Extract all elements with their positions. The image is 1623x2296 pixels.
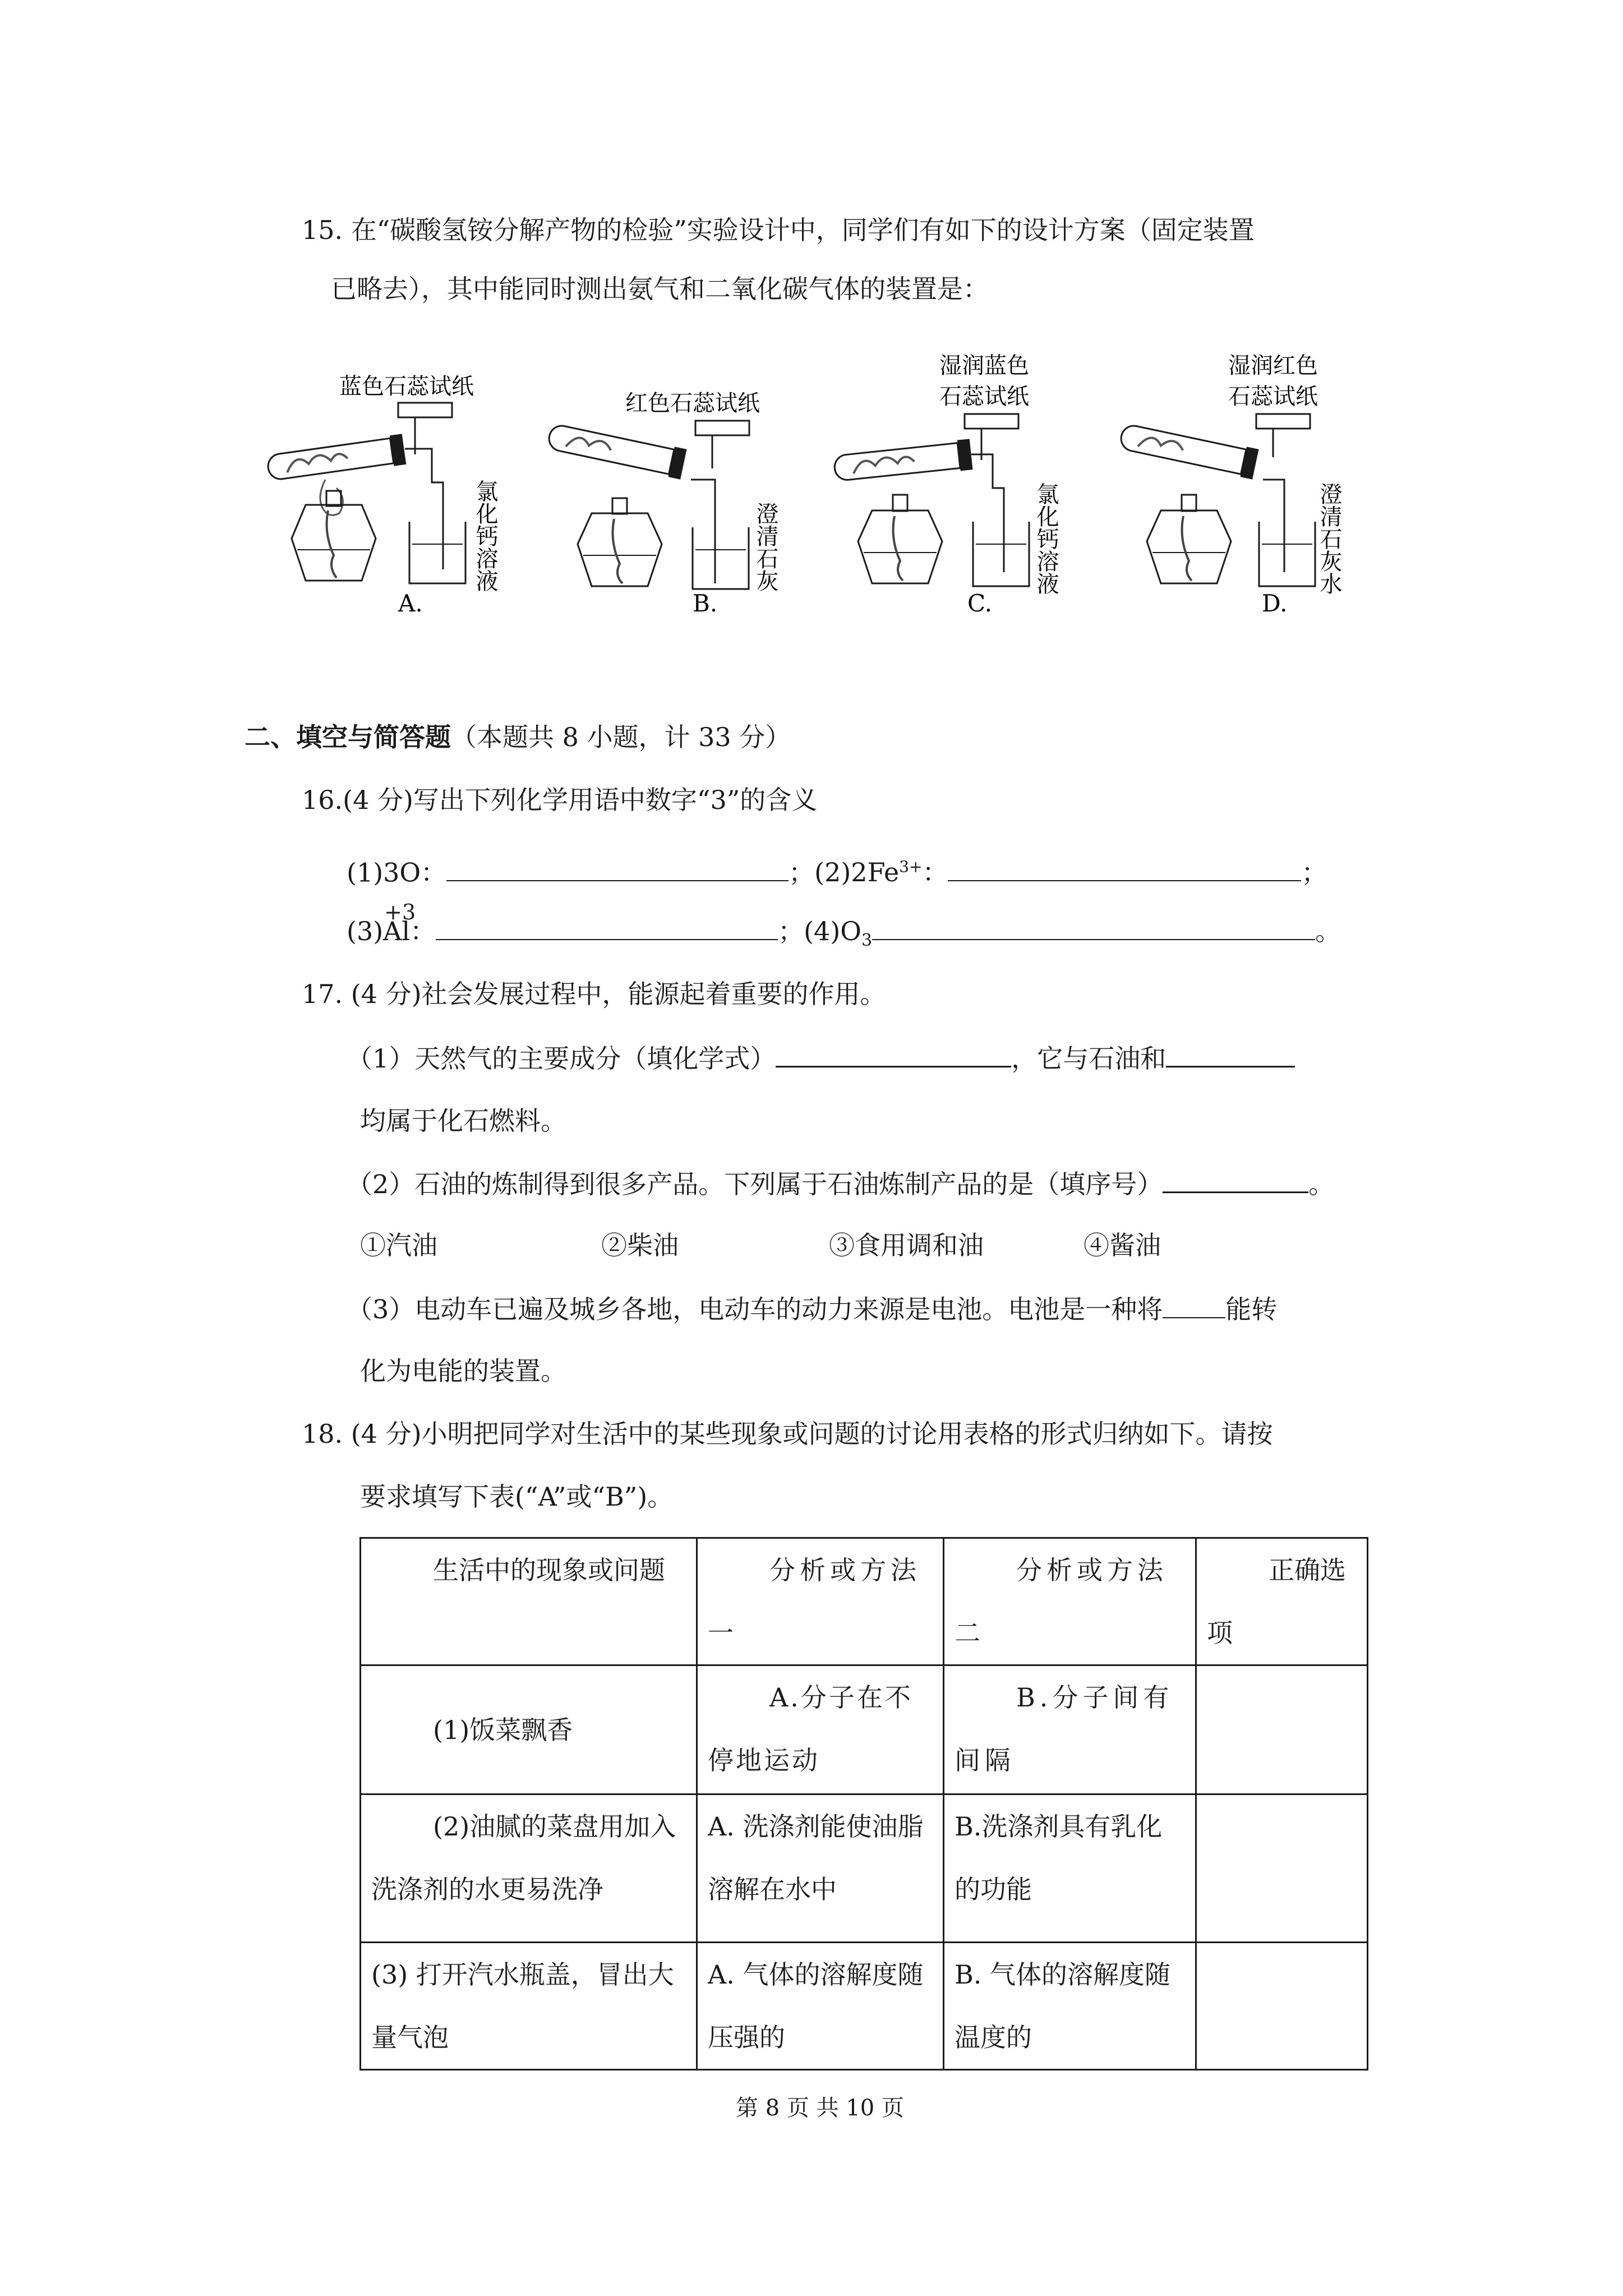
section-2-heading <box>245 720 791 754</box>
q16-answer-blank-3[interactable] <box>436 914 778 940</box>
figure-d-choice: D. <box>1262 590 1288 617</box>
q16-part-3-symbol: Al <box>383 916 411 946</box>
q18-row-3-method-1: A. 气体的溶解度随压强的 <box>697 1943 944 2070</box>
q18-row-1 <box>361 1665 1368 1795</box>
q18-row-3-answer[interactable] <box>1196 1943 1368 2070</box>
q18-stem-line1: 18. (4 分)小明把同学对生活中的某些现象或问题的讨论用表格的形式归纳如下。请按 <box>302 1419 1273 1449</box>
q18-row-2-answer[interactable] <box>1196 1795 1368 1943</box>
q16-part-2-pre: (2)2Fe <box>814 857 900 888</box>
q18-row-3 <box>361 1943 1368 2070</box>
q15-stem-line1: 15. 在“碳酸氢铵分解产物的检验”实验设计中，同学们有如下的设计方案（固定装置 <box>302 215 1255 245</box>
q17-option-3: ③食用调和油 <box>829 1230 984 1260</box>
q18-header-answer: 正确选项 <box>1196 1538 1368 1665</box>
q16-line-2 <box>347 900 1341 958</box>
q18-header-method-2: 分析或方法二 <box>944 1538 1196 1665</box>
q16-part-2-post: ： <box>922 857 948 888</box>
section-2-title: 二、填空与简答题 <box>245 722 451 752</box>
q16-answer-blank-1[interactable] <box>446 855 789 881</box>
q16-part-3-post: ： <box>410 916 436 946</box>
figure-c-choice: C. <box>967 590 992 617</box>
apparatus-figure-d <box>1116 348 1374 651</box>
q16-part-2-sup: 3+ <box>899 858 923 876</box>
q18-row-1-phenomenon: (1)饭菜飘香 <box>361 1665 697 1795</box>
figure-a-liquid-label: 氯化钙溶液 <box>472 480 498 592</box>
q17-sub-2 <box>347 1167 1334 1201</box>
q17-sub-1-text-a: （1）天然气的主要成分（填化学式） <box>347 1043 776 1074</box>
q18-row-2-method-1: A. 洗涤剂能使油脂溶解在水中 <box>697 1795 944 1943</box>
figure-c-liquid-label: 氯化钙溶液 <box>1033 482 1059 595</box>
q16-part-4-label <box>804 916 873 951</box>
q17-sub-3 <box>347 1292 1277 1326</box>
q17-options <box>360 1228 1313 1262</box>
q17-answer-blank-3[interactable] <box>1163 1167 1308 1193</box>
q18-row-3-method-2: B. 气体的溶解度随温度的 <box>944 1943 1196 2070</box>
q16-answer-blank-2[interactable] <box>948 855 1301 881</box>
q18-row-1-method-2: B.分子间有间隔 <box>944 1665 1196 1795</box>
q17-option-4: ④酱油 <box>1083 1230 1161 1260</box>
q18-row-2-phenomenon: (2)油腻的菜盘用加入洗涤剂的水更易洗净 <box>361 1795 697 1943</box>
q18-table <box>359 1537 1368 2070</box>
q17-sub-3-cont: 化为电能的装置。 <box>360 1356 566 1386</box>
section-2-note: （本题共 8 小题，计 33 分） <box>451 722 791 752</box>
q16-part-3-element <box>383 900 416 948</box>
figure-b-choice: B. <box>693 590 718 617</box>
apparatus-figure-a <box>264 359 522 651</box>
page-footer: 第 8 页 共 10 页 <box>736 2095 904 2121</box>
figure-d-paper-label-2: 石蕊试纸 <box>1228 384 1318 409</box>
figure-d-liquid-label: 澄清石灰水 <box>1316 482 1342 595</box>
q16-answer-blank-4[interactable] <box>872 914 1315 940</box>
q16-part-3-pre: (3) <box>347 916 384 946</box>
q16-line-1 <box>347 850 1327 889</box>
figure-d-paper-label: 湿润红色 <box>1228 353 1318 379</box>
q16-part-2-label <box>814 857 948 887</box>
q17-answer-blank-4[interactable] <box>1163 1292 1225 1318</box>
q17-sub-3-text-b: 能转 <box>1225 1294 1278 1324</box>
q18-header-method-1: 分析或方法一 <box>697 1538 944 1665</box>
q18-row-1-method-1: A.分子在不停地运动 <box>697 1665 944 1795</box>
q16-part-3-valence: +3 <box>384 900 416 924</box>
q17-sub-1-text-b: ，它与石油和 <box>1011 1043 1166 1074</box>
q16-sep-1: ； <box>789 857 815 888</box>
figure-a-paper-label: 蓝色石蕊试纸 <box>339 374 474 399</box>
q18-header-row <box>361 1538 1368 1665</box>
q16-stem: 16.(4 分)写出下列化学用语中数字“3”的含义 <box>302 785 818 815</box>
q16-part-4-pre: (4)O <box>804 916 861 946</box>
q17-sub-1-cont: 均属于化石燃料。 <box>360 1106 566 1136</box>
q16-part-1-label: (1)3O： <box>347 857 447 888</box>
q18-row-2-method-2: B.洗涤剂具有乳化的功能 <box>944 1795 1196 1943</box>
q16-part-4-sub: 3 <box>861 931 873 951</box>
q15-stem-line2: 已略去），其中能同时测出氨气和二氧化碳气体的装置是： <box>331 274 989 304</box>
q16-sep-3: ； <box>778 916 804 946</box>
figure-a-choice: A. <box>398 590 423 617</box>
q17-stem: 17. (4 分)社会发展过程中，能源起着重要的作用。 <box>302 979 886 1009</box>
q17-sub-2-end: 。 <box>1308 1169 1335 1199</box>
apparatus-figure-b <box>544 359 802 651</box>
q17-sub-2-text: （2）石油的炼制得到很多产品。下列属于石油炼制产品的是（填序号） <box>347 1169 1163 1199</box>
figure-b-liquid-label: 澄清石灰 <box>753 502 778 592</box>
q17-sub-3-text-a: （3）电动车已遍及城乡各地，电动车的动力来源是电池。电池是一种将 <box>347 1294 1163 1324</box>
q18-row-1-answer[interactable] <box>1196 1665 1368 1795</box>
q18-header-phenomenon: 生活中的现象或问题 <box>361 1538 697 1665</box>
q17-sub-1 <box>347 1041 1295 1075</box>
q17-answer-blank-1[interactable] <box>776 1041 1011 1068</box>
q18-row-3-phenomenon: (3) 打开汽水瓶盖，冒出大量气泡 <box>361 1943 697 2070</box>
q17-option-2: ②柴油 <box>601 1230 679 1260</box>
q16-end: 。 <box>1315 916 1341 946</box>
q18-row-2 <box>361 1795 1368 1943</box>
apparatus-figure-c <box>830 348 1088 651</box>
figure-c-paper-label: 湿润蓝色 <box>939 353 1029 379</box>
figure-b-paper-label: 红色石蕊试纸 <box>625 390 760 416</box>
q17-answer-blank-2[interactable] <box>1166 1041 1295 1068</box>
q18-stem-line2: 要求填写下表(“A”或“B”)。 <box>360 1481 674 1512</box>
q17-option-1: ①汽油 <box>360 1230 437 1260</box>
q16-sep-2: ； <box>1301 857 1327 888</box>
figure-c-paper-label-2: 石蕊试纸 <box>939 384 1029 409</box>
